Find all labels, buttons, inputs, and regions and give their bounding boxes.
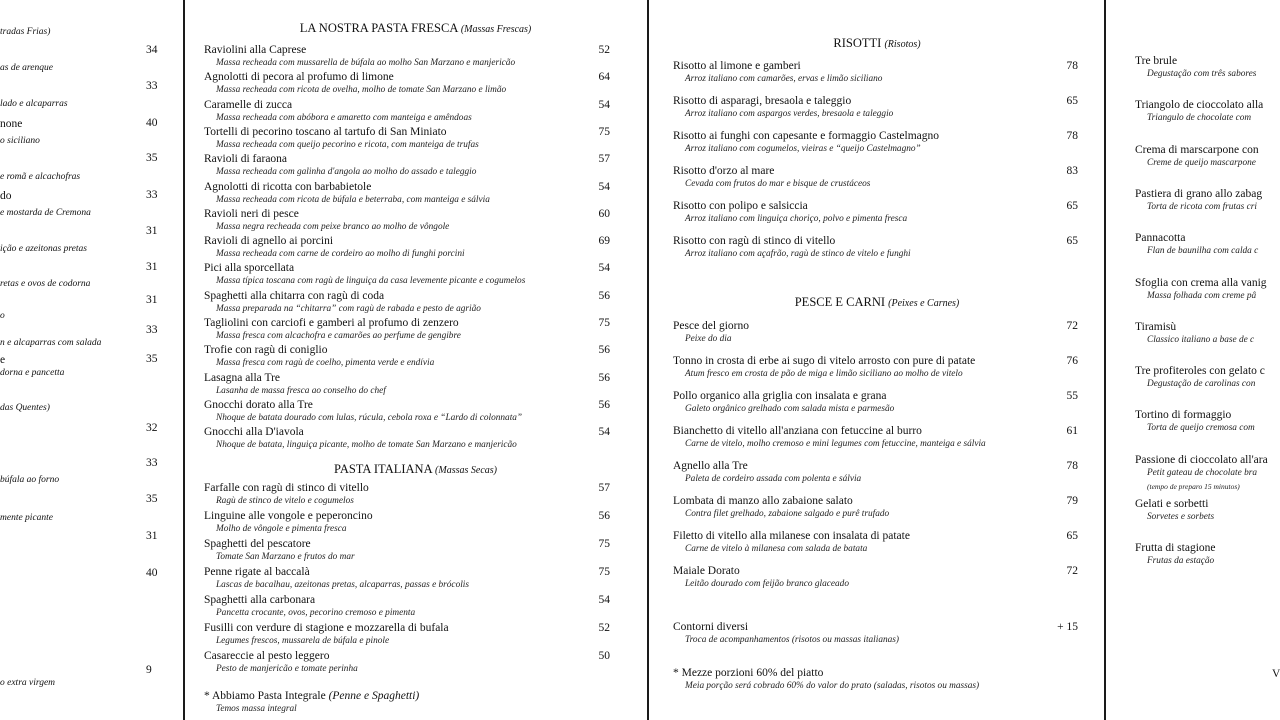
dish-name: Pannacotta (1135, 232, 1186, 245)
dish-price: 56 (598, 289, 610, 302)
left-price: 32 (146, 422, 158, 434)
pasta-italiana-title: PASTA ITALIANA (Massas Secas) (334, 462, 497, 476)
dish-name: Fusilli con verdure di stagione e mozzarella di bufala (204, 622, 449, 634)
pasta-menu-page: LA NOSTRA PASTA FRESCA (Massas Frescas) Raviolini alla Caprese Massa recheada com mussarella de búfala ao molho San Marzano e manjericão 52 Agnolotti di pecora al profumo di limone Massa recheada com ricota de ovelha, molho de tomate San Marzano e limão 64 Caramelle di zucca Massa recheada com abóbora e amaretto com manteiga e amêndoas 54 Tortelli di pecorino toscano al tartufo di San Miniato Massa recheada com queijo pecorino e ricota, com manteiga de trufas 75 Ravioli di faraona Massa recheada com galinha d'angola ao molho do assado e taleggio 57 Agnolotti di ricotta con barbabietole Massa recheada com ricota de búfala e beterraba, com manteiga e sálvia 54 Ravioli neri di pesce Massa negra recheada com peixe branco ao molho de vôngole 60 Ravioli di agnello ai porcini Massa recheada com carne de cordeiro ao molho di funghi porcini 69 Pici alla sporcellata Massa típica toscana com ragù de linguiça da casa levemente picante e cogumelos 54 Spaghetti alla chitarra con ragù di coda Massa preparada na “chitarra” com ragù de rabada e pesto de agrião 56 Tagliolini con carciofi e gamberi al profumo di zenzero Massa fresca com alcachofra e camarões ao perfume de gengibre 75 Trofie con ragù di coniglio Massa fresca com ragù de coelho, pimenta verde e endívia 56 Lasagna alla Tre Lasanha de massa fresca ao conselho do chef 56 Gnocchi dorato alla Tre Nhoque de batata dourado com lulas, rúcula, cebola roxa e “Lardo di colonnata” 56 Gnocchi alla D'iavola Nhoque de batata, linguiça picante, molho de tomate San Marzano e manjericão 54 PASTA ITALIANA (Massas Secas) Farfalle con ragù di stinco di vitello Ragù de stinco de vitelo e cogumelos 57 Linguine alle vongole e peperoncino Molho de vôngole e pimenta fresca 56 Spaghetti del pescatore Tomate San Marzano e frutos do mar 75 Penne rigate al baccalà Lascas de bacalhau, azeitonas pretas, alcaparras, passas e brócolis 75 Spaghetti alla carbonara Pancetta crocante, ovos, pecorino cremoso e pimenta 54 Fusilli con verdure di stagione e mozzarella di bufala Legumes frescos, mussarela de búfala e pinole 52 Casareccie al pesto leggero Pesto de manjericão e tomate perinha 50 * Abbiamo Pasta Integrale (Penne e Spaghetti) Temos massa integral (188, 0, 643, 720)
dish-name: Triangolo de cioccolato alla (1135, 99, 1264, 112)
dish-desc: Arroz italiano com aspargos verdes, bresaola e taleggio (685, 109, 894, 119)
left-price: 33 (146, 189, 158, 201)
dish-price: 75 (598, 538, 610, 550)
dish-desc: Contra filet grelhado, zabaione salgado e purê trufado (685, 509, 890, 519)
dish-price: 56 (598, 371, 610, 384)
dish-desc: Carne de vitelo, molho cremoso e mini legumes com fetuccine, manteiga e sálvia (685, 439, 986, 449)
dish-desc: Lasanha de massa fresca ao conselho do chef (216, 385, 386, 396)
dish-desc: Massa recheada com queijo pecorino e ricota, com manteiga de trufas (216, 139, 479, 150)
dish-name: Ravioli neri di pesce (204, 207, 299, 220)
dish-price: 50 (598, 650, 610, 662)
left-fragment: mente picante (0, 513, 54, 523)
dish-desc: Flan de baunilha com calda c (1147, 246, 1259, 257)
dish-name: Tortelli di pecorino toscano al tartufo di San Miniato (204, 125, 447, 138)
left-price: 31 (146, 530, 158, 542)
dish-desc: Peixe do dia (685, 334, 732, 344)
dish-name: Pollo organico alla griglia con insalata e grana (673, 390, 887, 402)
dish-name: Penne rigate al baccalà (204, 566, 310, 578)
dish-name: Raviolini alla Caprese (204, 44, 307, 56)
page-divider-1 (183, 0, 185, 720)
left-fragment: o (0, 311, 5, 321)
dish-name: Agnolotti di ricotta con barbabietole (204, 180, 372, 193)
dish-price: 54 (598, 98, 610, 111)
dish-desc: Massa recheada com abóbora e amaretto com manteiga e amêndoas (216, 112, 472, 123)
dish-desc: Massa preparada na “chitarra” com ragù de rabada e pesto de agrião (216, 303, 481, 314)
dish-price: 54 (598, 594, 610, 606)
dish-name: Tre brule (1135, 55, 1178, 67)
left-price: 33 (146, 457, 158, 469)
dish-desc: Nhoque de batata dourado com lulas, rúcula, cebola roxa e “Lardo di colonnata” (216, 412, 523, 423)
pasta-fresca-title: LA NOSTRA PASTA FRESCA (Massas Frescas) (299, 21, 532, 35)
left-menu-page (0, 0, 180, 720)
dish-desc: Degustação com três sabores (1147, 69, 1257, 79)
dish-price: 65 (1066, 235, 1078, 247)
dish-desc: Massa recheada com galinha d'angola ao molho do assado e taleggio (216, 167, 477, 178)
dish-name: Lombata di manzo allo zabaione salato (673, 495, 853, 507)
dish-name: Tortino di formaggio (1135, 409, 1232, 422)
dish-price: 79 (1066, 495, 1078, 507)
dish-desc: Torta de queijo cremosa com (1147, 423, 1255, 434)
dish-desc: Petit gateau de chocolate bra (1147, 467, 1257, 478)
dish-desc: Galeto orgânico grelhado com salada mista e parmesão (685, 404, 895, 414)
dish-price: 54 (598, 426, 610, 439)
dish-name: Crema di marscarpone con (1135, 143, 1259, 156)
left-price: 35 (146, 493, 158, 505)
dish-price: + 15 (1057, 621, 1078, 633)
left-price: 33 (146, 324, 158, 336)
left-fragment: retas e ovos de codorna (0, 279, 91, 289)
left-fragment: das Quentes) (0, 403, 50, 413)
left-fragment: dorna e pancetta (0, 368, 65, 378)
dish-name: Spaghetti alla chitarra con ragù di coda (204, 289, 385, 302)
dish-name: Gnocchi dorato alla Tre (204, 398, 313, 411)
left-price: 40 (146, 117, 158, 129)
left-fragment: lado e alcaparras (0, 99, 68, 109)
dish-desc: Pancetta crocante, ovos, pecorino cremoso e pimenta (216, 608, 416, 618)
dish-name: Contorni diversi (673, 621, 749, 633)
left-fragment: ição e azeitonas pretas (0, 244, 87, 254)
dish-desc: Arroz italiano com açafrão, ragù de stinco de vitelo e funghi (685, 249, 911, 259)
dish-price: 52 (598, 44, 610, 56)
left-price: 9 (146, 664, 152, 676)
left-fragment: búfala ao forno (0, 475, 60, 485)
dish-desc: Massa típica toscana com ragù de linguiça da casa levemente picante e cogumelos (216, 276, 526, 287)
dish-desc: Lascas de bacalhau, azeitonas pretas, alcaparras, passas e brócolis (216, 580, 469, 590)
dish-name: Ravioli di agnello ai porcini (204, 235, 334, 248)
dish-name: Farfalle con ragù di stinco di vitello (204, 482, 369, 494)
dish-desc: Degustação de carolinas con (1147, 379, 1256, 390)
dish-name: Ravioli di faraona (204, 153, 288, 166)
dish-price: 78 (1066, 60, 1078, 72)
dish-price: 61 (1066, 425, 1078, 437)
risotti-title: RISOTTI (Risotos) (833, 36, 921, 50)
dish-price: 64 (598, 71, 610, 84)
left-fragment: tradas Frias) (0, 27, 51, 37)
dish-price: 56 (598, 344, 610, 357)
left-fragment: o siciliano (0, 136, 40, 146)
dish-price: 76 (1066, 355, 1078, 367)
dish-price: 57 (598, 153, 610, 166)
dish-desc: Carne de vitelo à milanesa com salada de batata (685, 544, 868, 554)
dish-price: 65 (1066, 95, 1078, 107)
dish-name: Risotto al limone e gamberi (673, 60, 801, 72)
dish-name: Pici alla sporcellata (204, 262, 295, 275)
dish-desc: Massa recheada com carne de cordeiro ao molho di funghi porcini (216, 249, 465, 260)
dish-name: Agnello alla Tre (673, 460, 748, 472)
dish-desc: Nhoque de batata, linguiça picante, molho de tomate San Marzano e manjericão (216, 440, 517, 451)
dish-price: 54 (598, 262, 610, 275)
dish-price: 83 (1066, 165, 1078, 177)
dish-desc: Arroz italiano com cogumelos, vieiras e “queijo Castelmagno” (685, 144, 921, 154)
dish-desc: Arroz italiano com camarões, ervas e limão siciliano (685, 74, 883, 84)
dish-name: Casareccie al pesto leggero (204, 650, 330, 662)
left-price: 33 (146, 80, 158, 92)
dish-desc: Frutas da estação (1147, 556, 1215, 567)
dish-desc: Massa folhada com creme pâ (1147, 290, 1257, 301)
dish-price: 72 (1066, 320, 1078, 332)
dish-price: 54 (598, 180, 610, 193)
dish-name: Tonno in crosta di erbe ai sugo di vitelo arrosto con pure di patate (673, 355, 976, 367)
left-fragment: as de arenque (0, 63, 53, 73)
dish-name: Tre profiteroles con gelato c (1135, 365, 1265, 378)
page-divider-3 (1104, 0, 1106, 720)
left-price: 31 (146, 225, 158, 237)
dish-desc: Massa fresca com ragù de coelho, pimenta verde e endívia (216, 358, 435, 369)
left-price: 35 (146, 152, 158, 164)
dish-name: Pesce del giorno (673, 320, 750, 332)
dish-desc: Legumes frescos, mussarela de búfala e pinole (216, 636, 390, 646)
dish-name: Gnocchi alla D'iavola (204, 426, 304, 439)
left-fragment: n e alcaparras com salada (0, 338, 102, 348)
left-fragment: do (0, 190, 12, 202)
dish-desc: Troca de acompanhamentos (risotos ou massas italianas) (685, 635, 900, 645)
dish-name: Trofie con ragù di coniglio (204, 344, 328, 357)
dish-price: 56 (598, 398, 610, 411)
page-divider-2 (647, 0, 649, 720)
dish-price: 72 (1066, 565, 1078, 577)
dish-name: Gelati e sorbetti (1135, 498, 1209, 510)
left-fragment: e romã e alcachofras (0, 172, 81, 182)
left-price: 35 (146, 353, 158, 365)
left-price: 40 (146, 567, 158, 579)
footer-letter: V (1272, 668, 1280, 680)
left-fragment: o extra virgem (0, 678, 56, 688)
left-fragment: e mostarda de Cremona (0, 208, 91, 218)
dish-name: * Mezze porzioni 60% del piatto (673, 667, 824, 679)
dish-name: Spaghetti del pescatore (204, 538, 311, 550)
dish-desc: Cevada com frutos do mar e bisque de crustáceos (685, 179, 871, 189)
dish-name: Risotto con polipo e salsiccia (673, 200, 808, 212)
dish-desc: Classico italiano a base de c (1147, 334, 1255, 345)
dish-name: Bianchetto di vitello all'anziana con fetuccine al burro (673, 425, 922, 437)
dish-desc: Massa recheada com ricota de búfala e beterraba, com manteiga e sálvia (216, 194, 490, 205)
dish-desc: Arroz italiano com linguiça choriço, polvo e pimenta fresca (685, 214, 908, 224)
dish-desc: Meia porção será cobrado 60% do valor do prato (saladas, risotos ou massas) (685, 681, 980, 691)
dish-price: 75 (598, 566, 610, 578)
dish-price: 60 (598, 207, 610, 220)
dish-name: Tagliolini con carciofi e gamberi al profumo di zenzero (204, 317, 459, 329)
dish-name: Spaghetti alla carbonara (204, 594, 316, 606)
dish-name: Risotto ai funghi con capesante e formaggio Castelmagno (673, 130, 940, 142)
dish-name: Sfoglia con crema alla vanig (1135, 276, 1267, 289)
dish-desc: Triangulo de chocolate com (1147, 113, 1252, 124)
dish-name: Risotto d'orzo al mare (673, 165, 775, 177)
left-price: 31 (146, 294, 158, 306)
dolci-menu-page (1108, 0, 1280, 720)
dish-name: Risotto con ragù di stinco di vitello (673, 235, 836, 247)
dish-desc: Massa recheada com ricota de ovelha, molho de tomate San Marzano e limão (216, 85, 507, 96)
dish-price: 52 (598, 622, 610, 634)
dish-name: Risotto di asparagi, bresaola e taleggio (673, 95, 852, 107)
dish-name: Tiramisù (1135, 320, 1177, 333)
dish-name: Lasagna alla Tre (204, 371, 281, 384)
dish-price: 78 (1066, 130, 1078, 142)
dish-desc: Atum fresco em crosta de pão de miga e limão siciliano ao molho de vitelo (685, 369, 963, 379)
dish-desc: Leitão dourado com feijão branco glaceado (685, 579, 849, 589)
left-price: 34 (146, 44, 158, 56)
dish-price: 65 (1066, 530, 1078, 542)
dish-name: Maiale Dorato (673, 565, 740, 577)
dish-price: 75 (598, 125, 610, 138)
dish-desc: Molho de vôngole e pimenta fresca (216, 524, 347, 534)
dish-desc: Tomate San Marzano e frutos do mar (216, 552, 355, 562)
dish-price: 78 (1066, 460, 1078, 472)
dish-name: Pastiera di grano allo zabag (1135, 187, 1263, 200)
dish-desc: Massa fresca com alcachofra e camarões ao perfume de gengibre (216, 331, 461, 341)
dish-name: Linguine alle vongole e peperoncino (204, 510, 373, 522)
left-fragment: e (0, 354, 6, 366)
dish-price: 56 (598, 510, 610, 522)
dish-price: 57 (598, 482, 610, 494)
dish-price: 55 (1066, 390, 1078, 402)
dish-desc: Torta de ricota com frutas cri (1147, 201, 1257, 212)
dish-name: Filetto di vitello alla milanese con insalata di patate (673, 530, 910, 542)
dish-desc: Pesto de manjericão e tomate perinha (216, 664, 358, 674)
dish-price: 65 (1066, 200, 1078, 212)
dish-name: Passione di cioccolato all'ara (1135, 453, 1268, 466)
dish-name: Frutta di stagione (1135, 542, 1216, 555)
dish-desc: Massa recheada com mussarella de búfala ao molho San Marzano e manjericão (216, 58, 516, 68)
dish-desc: Creme de queijo mascarpone (1147, 157, 1256, 168)
risotti-pesce-page (652, 0, 1102, 720)
dish-desc: Sorvetes e sorbets (1147, 512, 1215, 522)
pesce-carni-title: PESCE E CARNI (Peixes e Carnes) (794, 295, 960, 309)
dish-desc: Ragù de stinco de vitelo e cogumelos (216, 496, 354, 506)
dish-name: Agnolotti di pecora al profumo di limone (204, 71, 394, 84)
dish-price: 75 (598, 317, 610, 329)
left-fragment: none (0, 118, 23, 130)
dish-note: (tempo de preparo 15 minutos) (1147, 481, 1240, 491)
left-price: 31 (146, 261, 158, 273)
dish-price: 69 (598, 235, 610, 248)
dish-name: Caramelle di zucca (204, 98, 293, 111)
dish-desc: Paleta de cordeiro assada com polenta e sálvia (685, 474, 862, 484)
dish-desc: Massa negra recheada com peixe branco ao molho de vôngole (216, 221, 450, 232)
